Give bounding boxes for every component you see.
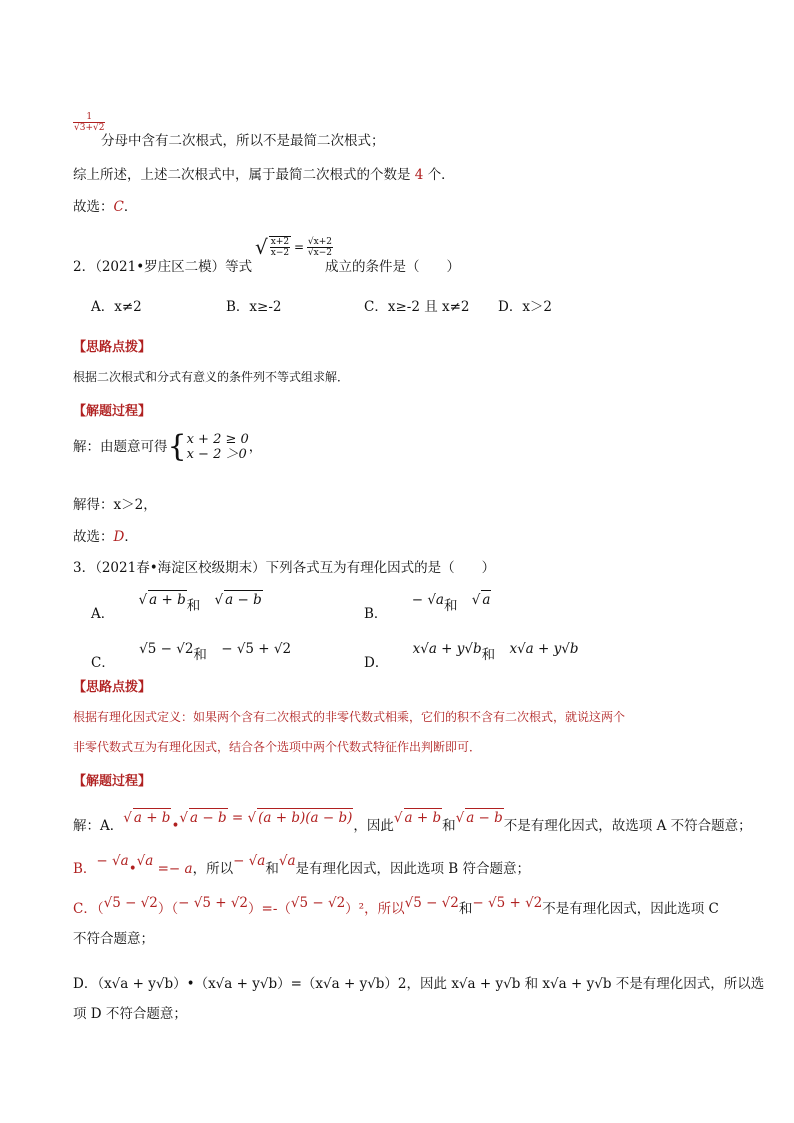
q2-solution-header: 【解题过程】 bbox=[73, 404, 152, 419]
ineq-2: x − 2 ＞0 bbox=[186, 447, 247, 462]
line-answer-c: 故选：C． bbox=[73, 199, 138, 215]
q2-left-denominator: x−2 bbox=[270, 248, 290, 258]
line-denominator-contains-radical: 分母中含有二次根式，所以不是最简二次根式； bbox=[101, 133, 385, 149]
q2-answer-d: 故选：D． bbox=[73, 529, 138, 545]
q3-solution-header: 【解题过程】 bbox=[73, 774, 152, 789]
q2-hint-header: 【思路点拨】 bbox=[73, 340, 152, 355]
q2-option-d: D．x＞2 bbox=[498, 299, 553, 315]
q3-option-a: A． √ a + b和 √ a − b bbox=[91, 592, 262, 622]
q2-hint-text: 根据二次根式和分式有意义的条件列不等式组求解． bbox=[73, 370, 350, 384]
q3-solution-a: 解：A．√ a + b•√ a − b = √ (a + b)(a − b)，因此√ a + b和√ a − b不是有理化因式，故选项 A 不符合题意； bbox=[73, 810, 752, 834]
frac-numerator: 1 bbox=[73, 112, 105, 123]
q2-option-b: B．x≥-2 bbox=[226, 299, 282, 315]
q3-option-d: D． x√a + y√b和 x√a + y√b bbox=[364, 641, 579, 671]
q2-option-c: C．x≥-2 且 x≠2 bbox=[364, 299, 470, 315]
q2-equation: √ $\frac{x+2}{x-2}$ = $\frac{√x+2}{√x-2}$ bbox=[255, 235, 332, 259]
q2-stem-tail: 成立的条件是（ ） bbox=[325, 259, 460, 275]
q3-hint-line2: 非零代数式互为有理化因式，结合各个选项中两个代数式特征作出判断即可． bbox=[73, 740, 482, 754]
q2-option-a: A．x≠2 bbox=[91, 299, 142, 315]
ineq-1: x + 2 ≥ 0 bbox=[186, 432, 249, 447]
q3-solution-d-line2: 项 D 不符合题意； bbox=[73, 1006, 187, 1022]
q3-stem: 3．（2021春•海淀区校级期末）下列各式互为有理化因式的是（ ） bbox=[73, 560, 496, 576]
q3-option-c: C． √5 − √2和 − √5 + √2 bbox=[91, 641, 292, 671]
q2-stem: 2．（2021•罗庄区二模）等式 bbox=[73, 259, 253, 275]
q2-right-numerator: √x+2 bbox=[307, 236, 332, 247]
q2-solution-system: 解：由题意可得{ x + 2 ≥ 0 x − 2 ＞0 ， bbox=[73, 429, 263, 464]
frac-denominator: √3+√2 bbox=[74, 123, 105, 133]
q3-solution-c: C．（√5 − √2）（− √5 + √2）=-（√5 − √2）²，所以√5 − √2和− √5 + √2不是有理化因式，因此选项 C bbox=[73, 895, 719, 917]
fraction-1-over-sqrt3-plus-sqrt2 bbox=[73, 112, 105, 133]
q3-solution-d: D．（x√a + y√b）•（x√a + y√b）=（x√a + y√b）2，因此 x√a + y√b 和 x√a + y√b 不是有理化因式，所以选 bbox=[73, 976, 765, 992]
q2-solved: 解得：x＞2， bbox=[73, 497, 157, 513]
line-conclusion: 综上所述，上述二次根式中，属于最简二次根式的个数是 4 个． bbox=[73, 167, 455, 183]
q3-solution-b: B．− √a•√a =− a，所以− √a和√a是有理化因式，因此选项 B 符合题意； bbox=[73, 853, 531, 877]
q3-option-b: B． − √a和 √ a bbox=[364, 592, 491, 622]
q2-right-denominator: √x−2 bbox=[307, 247, 332, 258]
q2-left-numerator: x+2 bbox=[270, 237, 290, 247]
q3-solution-c-line2: 不符合题意； bbox=[73, 931, 154, 947]
q3-hint-line1: 根据有理化因式定义：如果两个含有二次根式的非零代数式相乘，它们的积不含有二次根式，就说这两个 bbox=[73, 710, 626, 724]
left-brace: { bbox=[167, 429, 187, 464]
q3-hint-header: 【思路点拨】 bbox=[73, 680, 152, 695]
